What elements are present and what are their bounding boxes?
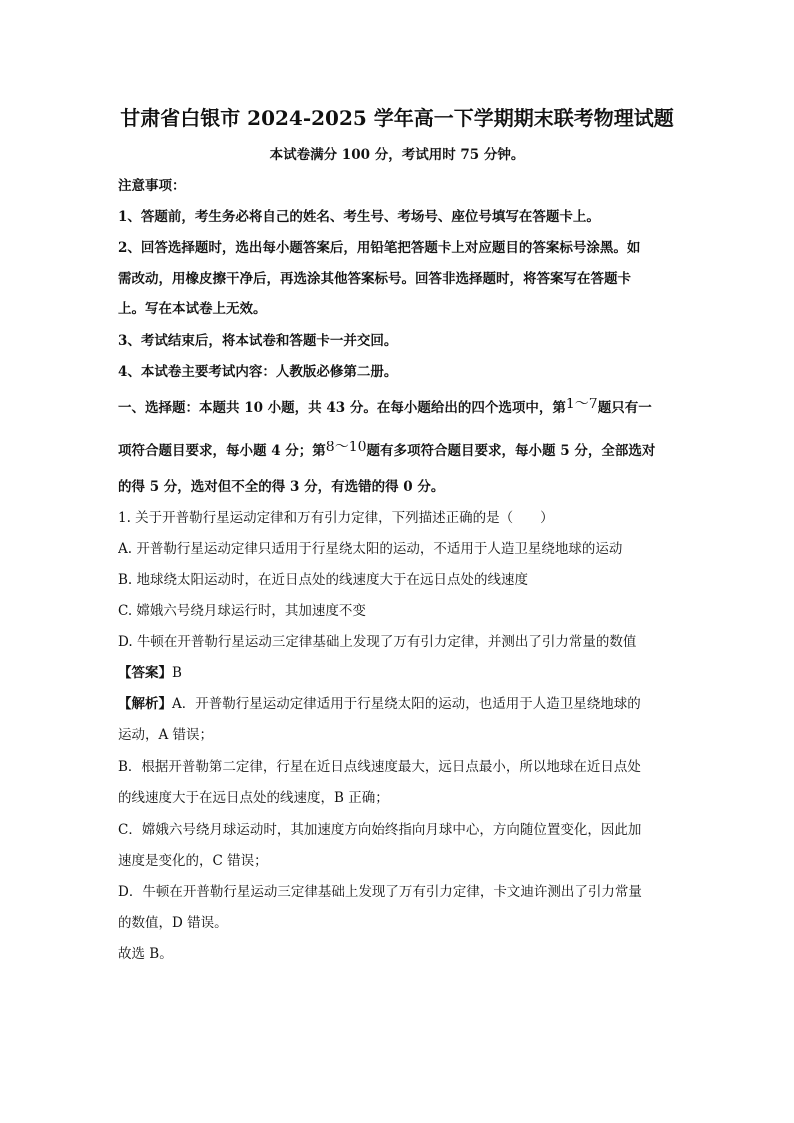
page-title: 甘肃省白银市 2024-2025 学年高一下学期期末联考物理试题 <box>120 106 674 130</box>
analysis-text: 的线速度大于在远日点处的线速度，B 正确； <box>118 790 389 806</box>
analysis-text: 的数值，D 错误。 <box>118 915 228 931</box>
answer-value: B <box>172 665 182 681</box>
analysis-label: 【解析】 <box>118 696 172 712</box>
answer-line <box>118 663 678 683</box>
notice-item: 4、本试卷主要考试内容：人教版必修第二册。 <box>118 364 398 380</box>
section-text: 一、选择题：本题共 10 小题，共 43 分。在每小题给出的四个选项中，第 <box>118 400 566 416</box>
analysis-text: 运动，A 错误； <box>118 727 214 743</box>
analysis-text: B．根据开普勒第二定律，行星在近日点线速度最大，远日点最小，所以地球在近日点处 <box>118 759 641 775</box>
notice-item: 2、回答选择题时，选出每小题答案后，用铅笔把答题卡上对应题目的答案标号涂黑。如 <box>118 240 641 256</box>
notice-item: 上。写在本试卷上无效。 <box>118 301 267 317</box>
section-instruction-line <box>118 441 678 461</box>
analysis-line <box>118 694 678 714</box>
option-d: D. 牛顿在开普勒行星运动三定律基础上发现了万有引力定律，并测出了引力常量的数值 <box>118 634 637 650</box>
notice-item: 1、答题前，考生务必将自己的姓名、考生号、考场号、座位号填写在答题卡上。 <box>118 209 600 225</box>
section-instruction-line: 的得 5 分，选对但不全的得 3 分，有选错的得 0 分。 <box>118 479 445 495</box>
analysis-text: A．开普勒行星运动定律适用于行星绕太阳的运动，也适用于人造卫星绕地球的 <box>172 696 641 712</box>
conclusion-text: 故选 B。 <box>118 946 173 962</box>
section-text: 题只有一 <box>597 400 652 416</box>
notice-item: 需改动，用橡皮擦干净后，再选涂其他答案标号。回答非选择题时，将答案写在答题卡 <box>118 271 631 287</box>
option-b: B. 地球绕太阳运动时，在近日点处的线速度大于在远日点处的线速度 <box>118 572 529 588</box>
analysis-text: 速度是变化的，C 错误； <box>118 853 268 869</box>
section-instruction-line <box>118 398 678 418</box>
notice-heading: 注意事项： <box>118 178 186 194</box>
question-range-math: 1～7 <box>565 398 598 412</box>
option-c: C. 嫦娥六号绕月球运行时，其加速度不变 <box>118 603 366 619</box>
notice-item: 3、考试结束后，将本试卷和答题卡一并交回。 <box>118 333 398 349</box>
exam-info: 本试卷满分 100 分，考试用时 75 分钟。 <box>269 147 525 163</box>
question-stem: 1. 关于开普勒行星运动定律和万有引力定律，下列描述正确的是（ ） <box>118 510 554 526</box>
analysis-text: D．牛顿在开普勒行星运动三定律基础上发现了万有引力定律，卡文迪许测出了引力常量 <box>118 884 642 900</box>
answer-label: 【答案】 <box>118 665 172 681</box>
analysis-text: C．嫦娥六号绕月球运动时，其加速度方向始终指向月球中心，方向随位置变化，因此加 <box>118 822 642 838</box>
section-text: 项符合题目要求，每小题 4 分；第 <box>118 443 326 459</box>
option-a: A. 开普勒行星运动定律只适用于行星绕太阳的运动，不适用于人造卫星绕地球的运动 <box>118 541 623 557</box>
section-text: 题有多项符合题目要求，每小题 5 分，全部选对 <box>366 443 656 459</box>
question-range-math: 8～10 <box>325 441 367 455</box>
